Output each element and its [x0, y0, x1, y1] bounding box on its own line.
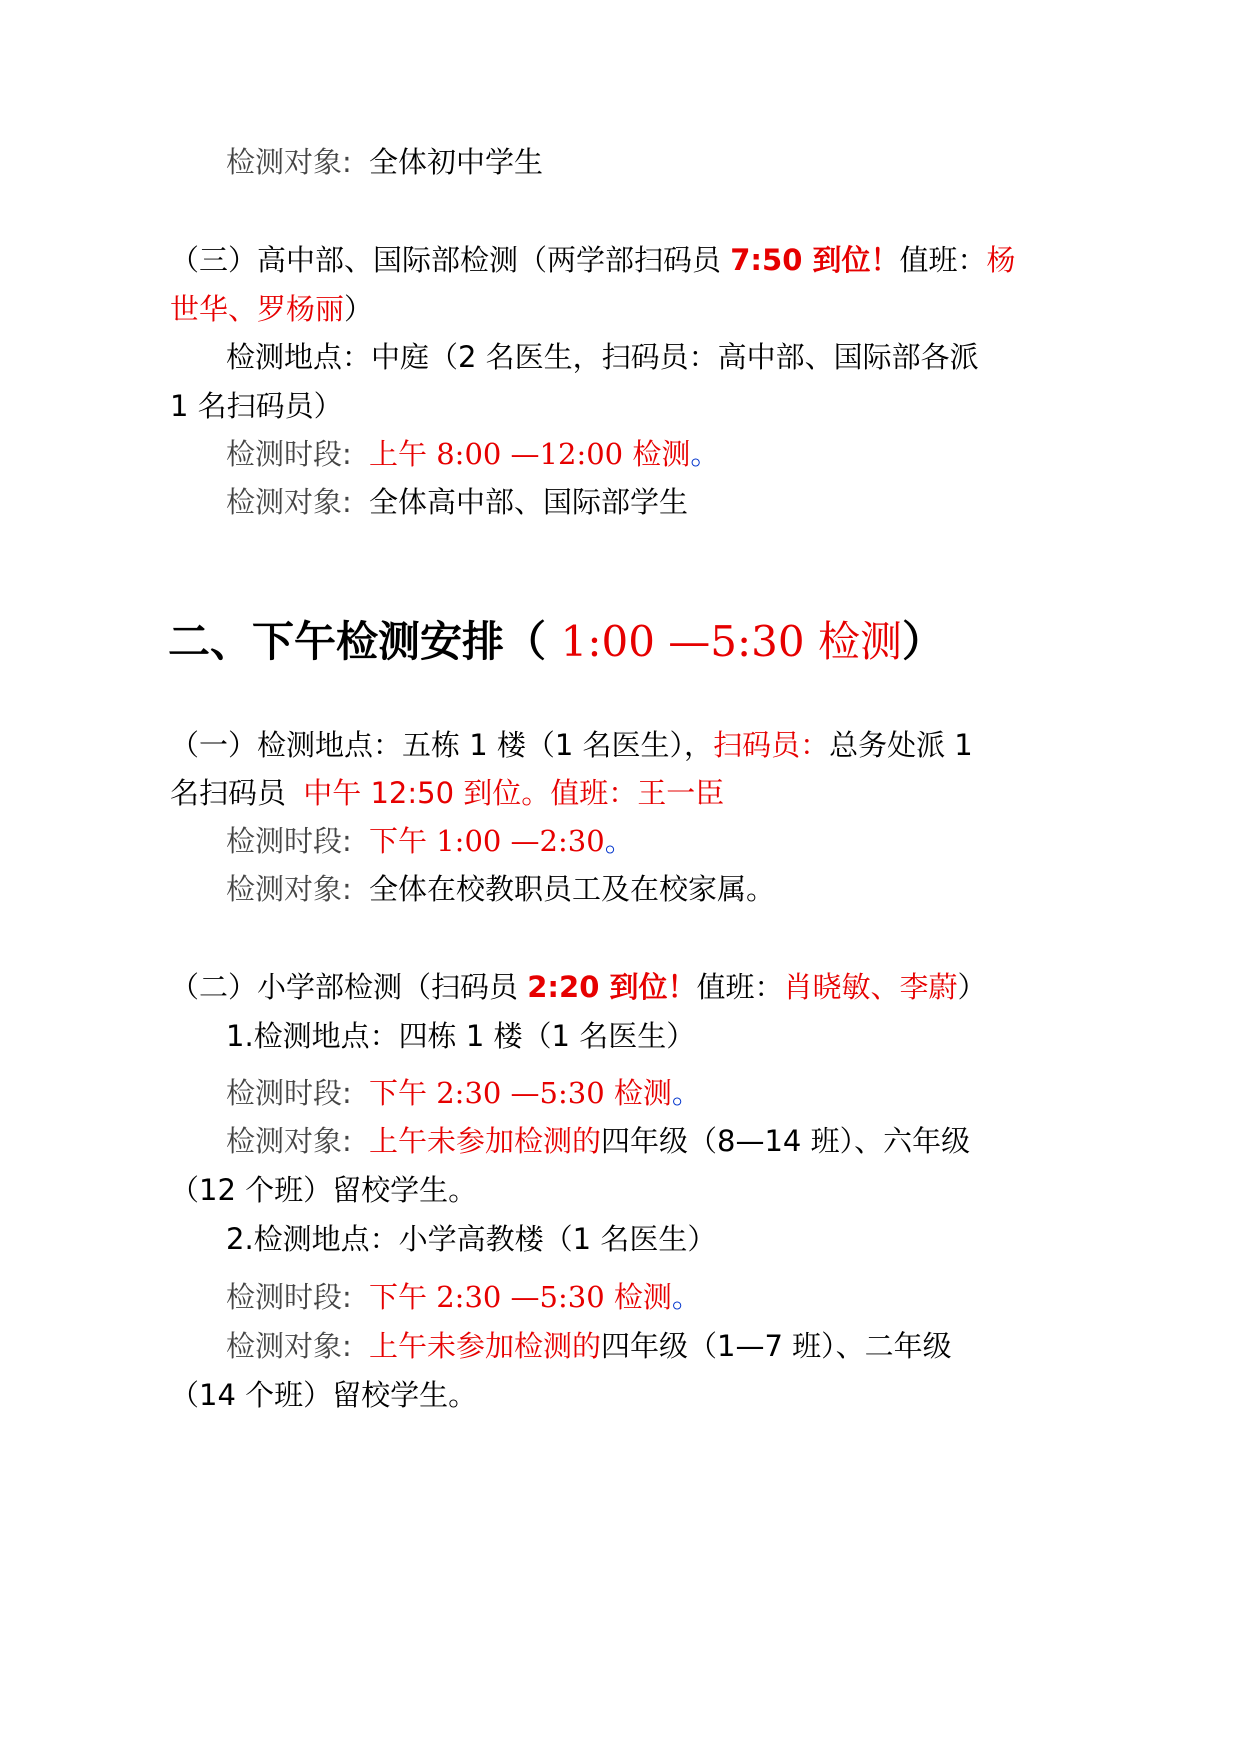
part-2-target-1-cont: （12 个班）留校学生。	[170, 1173, 478, 1207]
part-1-target-label: 检测对象:	[226, 872, 352, 906]
section-3-time-line	[226, 434, 719, 474]
section-3-target-line	[226, 482, 688, 522]
part-2-time-2-period: 。	[671, 1280, 701, 1314]
part-1-time-value: 下午 1:00 —2:30	[369, 824, 605, 858]
part-2-time-2-label: 检测时段:	[226, 1280, 352, 1314]
part-1-place-text: （一）检测地点：五栋 1 楼（1 名医生），	[170, 728, 714, 762]
section-3-title-text: （三）高中部、国际部检测（两学部扫码员	[170, 243, 722, 277]
junior-target-value: 全体初中学生	[369, 145, 544, 179]
part-1-scanner-label: 扫码员：	[713, 728, 830, 762]
part-2-time-1-line	[226, 1073, 701, 1113]
part-1-arrival-duty: 中午 12:50 到位。值班：王一臣	[303, 776, 725, 810]
section-3-title-line2	[170, 289, 373, 329]
afternoon-heading-time: 1:00 —5:30 检测	[560, 617, 902, 666]
afternoon-heading-suffix: ）	[901, 617, 944, 666]
part-2-duty-label: 值班：	[696, 970, 784, 1004]
part-2-time-1-label: 检测时段:	[226, 1076, 352, 1110]
junior-target-label: 检测对象:	[226, 145, 352, 179]
part-2-target-2-note: 上午未参加检测的	[369, 1329, 602, 1363]
part-2-target-1-value: 四年级（8—14 班）、六年级	[601, 1124, 971, 1158]
part-2-close-paren: ）	[957, 970, 987, 1004]
section-3-time-value: 上午 8:00 —12:00 检测	[369, 437, 691, 471]
part-2-target-2-value: 四年级（1—7 班）、二年级	[601, 1329, 952, 1363]
section-3-duty-label: 值班：	[899, 243, 987, 277]
part-2-arrival-time: 2:20 到位！	[527, 970, 697, 1004]
part-1-scanner-count: 名扫码员	[170, 776, 287, 810]
part-2-title-line	[170, 967, 987, 1007]
part-2-time-2-value: 下午 2:30 —5:30 检测	[369, 1280, 672, 1314]
afternoon-heading-prefix: 二、下午检测安排（	[168, 617, 547, 666]
section-3-title-line1	[170, 240, 1016, 280]
part-2-target-1-label: 检测对象:	[226, 1124, 352, 1158]
section-3-arrival-time: 7:50 到位！	[730, 243, 900, 277]
section-3-target-label: 检测对象:	[226, 485, 352, 519]
part-1-target-value: 全体在校教职员工及在校家属。	[369, 872, 776, 906]
section-3-time-period: 。	[690, 437, 720, 471]
part-2-time-2-line	[226, 1277, 701, 1317]
part-1-line2	[170, 773, 724, 813]
section-3-target-value: 全体高中部、国际部学生	[369, 485, 689, 519]
part-2-target-1-note: 上午未参加检测的	[369, 1124, 602, 1158]
part-1-time-label: 检测时段:	[226, 824, 352, 858]
part-1-scanner-source: 总务处派 1	[829, 728, 973, 762]
part-2-target-2-line	[226, 1326, 952, 1366]
section-3-duty-names-start: 杨	[986, 243, 1016, 277]
section-3-place-line1: 检测地点：中庭（2 名医生，扫码员：高中部、国际部各派	[226, 340, 979, 374]
section-3-duty-names-end: 世华、罗杨丽	[170, 292, 345, 326]
section-3-close-paren: ）	[344, 292, 374, 326]
part-1-time-line	[226, 821, 634, 861]
part-2-target-2-cont: （14 个班）留校学生。	[170, 1378, 478, 1412]
part-2-time-1-period: 。	[671, 1076, 701, 1110]
part-1-time-period: 。	[604, 824, 634, 858]
part-2-place-1: 1.检测地点：四栋 1 楼（1 名医生）	[226, 1019, 696, 1053]
part-2-duty-names: 肖晓敏、李蔚	[783, 970, 958, 1004]
part-2-place-2: 2.检测地点：小学高教楼（1 名医生）	[226, 1222, 717, 1256]
part-2-target-1-line	[226, 1121, 970, 1161]
part-1-line1	[170, 725, 973, 765]
section-3-time-label: 检测时段:	[226, 437, 352, 471]
part-2-title-text: （二）小学部检测（扫码员	[170, 970, 519, 1004]
afternoon-heading	[168, 614, 944, 670]
part-1-target-line	[226, 869, 775, 909]
part-2-time-1-value: 下午 2:30 —5:30 检测	[369, 1076, 672, 1110]
section-3-place-line2: 1 名扫码员）	[170, 389, 343, 423]
part-2-target-2-label: 检测对象:	[226, 1329, 352, 1363]
junior-target-line	[226, 142, 543, 182]
